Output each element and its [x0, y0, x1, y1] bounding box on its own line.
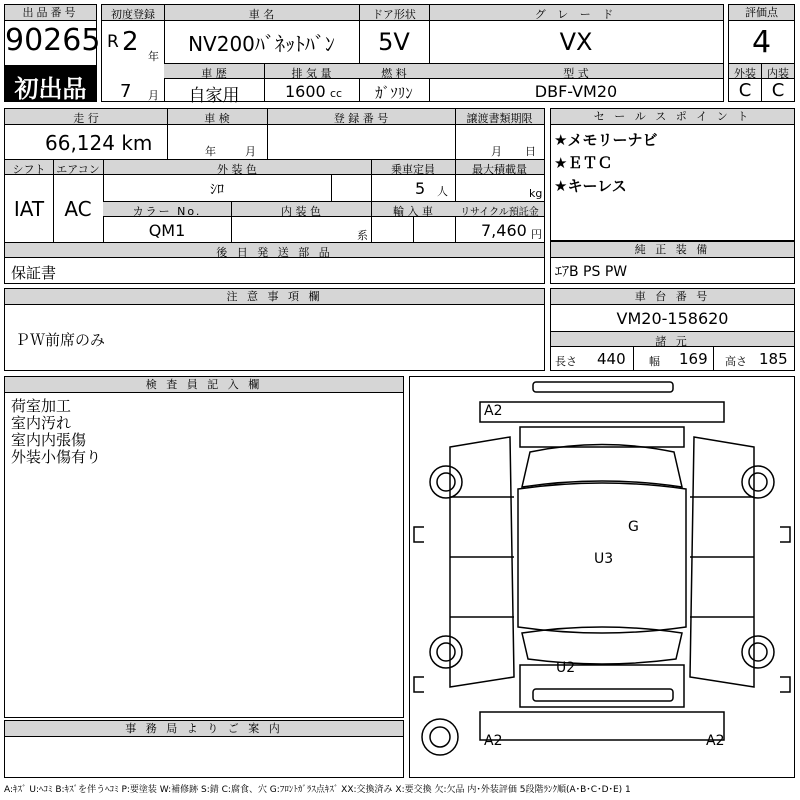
inspector-line-1: 荷室加工: [11, 397, 72, 415]
exterior-color: ｼﾛ: [210, 182, 224, 198]
car-outline: [410, 377, 794, 777]
damage-mark-roof: U3: [594, 551, 614, 567]
width: 169: [679, 350, 708, 368]
damage-mark-rear-right: A2: [706, 733, 725, 749]
mileage-label: 走 行: [73, 112, 99, 125]
vehicle-diagram: [409, 376, 795, 778]
grade: VX: [559, 28, 593, 56]
damage-mark-windshield: G: [628, 519, 639, 535]
damage-legend: A:ｷｽﾞ U:ﾍｺﾐ B:ｷｽﾞを伴うﾍｺﾐ P:要塗装 W:補修跡 S:錆 C:腐食、穴 G:ﾌﾛﾝﾄｶﾞﾗｽ点ｷｽﾞ XX:交換済み X:要交換 欠:欠品 内･外装評価 5段階ﾗﾝｸ順(A･B･C･D･E) 1: [4, 785, 631, 795]
later-parts: 保証書: [11, 264, 57, 282]
first-listing-text: 初出品: [14, 75, 87, 103]
shift: IAT: [13, 197, 45, 221]
interior-grade: C: [771, 80, 785, 101]
notes-box: [4, 288, 545, 371]
inspection-label: 車 検: [204, 112, 230, 125]
length: 440: [597, 350, 626, 368]
later-parts-label: 後 日 発 送 部 品: [216, 246, 333, 259]
lot-number: 90265: [5, 23, 101, 58]
transfer-label: 譲渡書類期限: [466, 112, 533, 125]
office-label: 事 務 局 よ り ご 案 内: [5, 721, 403, 737]
air-conditioner: AC: [64, 197, 92, 221]
car-name: NV200ﾊﾞﾈｯﾄﾊﾞﾝ: [188, 32, 335, 56]
reg-month: 7: [120, 81, 132, 102]
transfer-day-unit: 日: [525, 145, 536, 158]
displacement-unit: cc: [330, 87, 343, 100]
max-load-label: 最大積載量: [472, 163, 527, 176]
inspector-box: [4, 376, 404, 718]
spec-label: 諸 元: [655, 335, 690, 348]
damage-mark-front: A2: [484, 403, 503, 419]
damage-mark-rear-left: A2: [484, 733, 503, 749]
width-label: 幅: [649, 355, 660, 368]
era: R: [107, 32, 119, 52]
top-main-box: [101, 4, 724, 106]
recycle-fee: 7,460: [481, 221, 527, 240]
capacity-label: 乗車定員: [391, 163, 435, 176]
sales-points-box: [550, 108, 795, 241]
office-box: [4, 720, 404, 778]
inspector-line-4: 外装小傷有り: [11, 448, 102, 466]
reg-year: 2: [122, 27, 139, 57]
fuel-label: 燃 料: [381, 67, 407, 80]
ac-label: エアコン: [56, 163, 100, 176]
details-box: [4, 108, 545, 284]
max-load-unit: kg: [529, 187, 543, 200]
import-label: 輸 入 車: [393, 205, 433, 218]
sales-point-1: ★メモリーナビ: [554, 131, 658, 149]
score: 4: [751, 25, 772, 60]
equipment-label: 純 正 装 備: [551, 242, 794, 258]
sales-point-2: ★ＥＴＣ: [554, 154, 613, 172]
mileage: 66,124 km: [45, 131, 153, 155]
color-number: QM1: [148, 221, 186, 240]
inspector-line-2: 室内汚れ: [11, 414, 72, 432]
model-code: DBF-VM20: [534, 82, 618, 101]
int-color-label: 内 装 色: [281, 205, 321, 218]
capacity: 5: [415, 179, 426, 198]
grade-label: グ レ ー ド: [534, 8, 618, 21]
inspector-label: 検 査 員 記 入 欄: [5, 377, 403, 393]
sales-point-3: ★キーレス: [554, 177, 627, 195]
displacement-label: 排 気 量: [291, 67, 332, 80]
int-color-unit: 系: [357, 229, 368, 242]
length-label: 長さ: [555, 355, 577, 368]
score-label: 評価点: [729, 5, 794, 21]
chassis-label: 車 台 番 号: [551, 289, 794, 305]
sales-points-label: セ ー ル ス ポ イ ン ト: [551, 109, 794, 125]
first-reg-label: 初度登録: [111, 8, 155, 21]
door-label: ドア形状: [372, 8, 416, 21]
displacement: 1600: [285, 82, 326, 101]
lot-number-label: 出品番号: [5, 5, 96, 21]
lot-number-box: [4, 4, 101, 66]
score-box: [728, 4, 795, 102]
transfer-month-unit: 月: [491, 145, 502, 158]
chassis-box: [550, 288, 795, 371]
height-label: 高さ: [725, 355, 747, 368]
interior-label: 内装: [767, 67, 789, 80]
chassis-number: VM20-158620: [616, 309, 729, 328]
capacity-unit: 人: [437, 185, 448, 198]
notes-label: 注 意 事 項 欄: [5, 289, 544, 305]
door-type: 5V: [378, 28, 410, 56]
inspector-line-3: 室内内張傷: [11, 431, 87, 449]
damage-mark-rear-door: U2: [556, 660, 576, 676]
model-label: 型 式: [563, 67, 589, 80]
height: 185: [759, 350, 788, 368]
color-label: 外 装 色: [217, 163, 257, 176]
inspection-month-unit: 月: [245, 145, 256, 158]
first-listing-badge: [4, 66, 97, 102]
recycle-unit: 円: [531, 228, 542, 241]
recycle-label: リサイクル預託金: [460, 207, 539, 218]
inspection-year-unit: 年: [205, 145, 216, 158]
exterior-label: 外装: [734, 67, 756, 80]
notes-value: ＰＷ前席のみ: [15, 331, 106, 349]
equipment-value: ｴｱB PS PW: [555, 264, 628, 280]
equipment-box: [550, 241, 795, 284]
reg-no-label: 登 録 番 号: [333, 112, 389, 125]
history: 自家用: [188, 86, 240, 106]
history-label: 車 歴: [201, 67, 227, 80]
shift-label: シフト: [12, 163, 46, 176]
year-unit: 年: [148, 50, 159, 63]
month-unit: 月: [148, 89, 159, 102]
car-name-label: 車 名: [248, 8, 275, 21]
exterior-grade: C: [738, 80, 752, 101]
color-no-label: カラー No.: [132, 205, 202, 218]
fuel: ｶﾞｿﾘﾝ: [375, 84, 413, 102]
